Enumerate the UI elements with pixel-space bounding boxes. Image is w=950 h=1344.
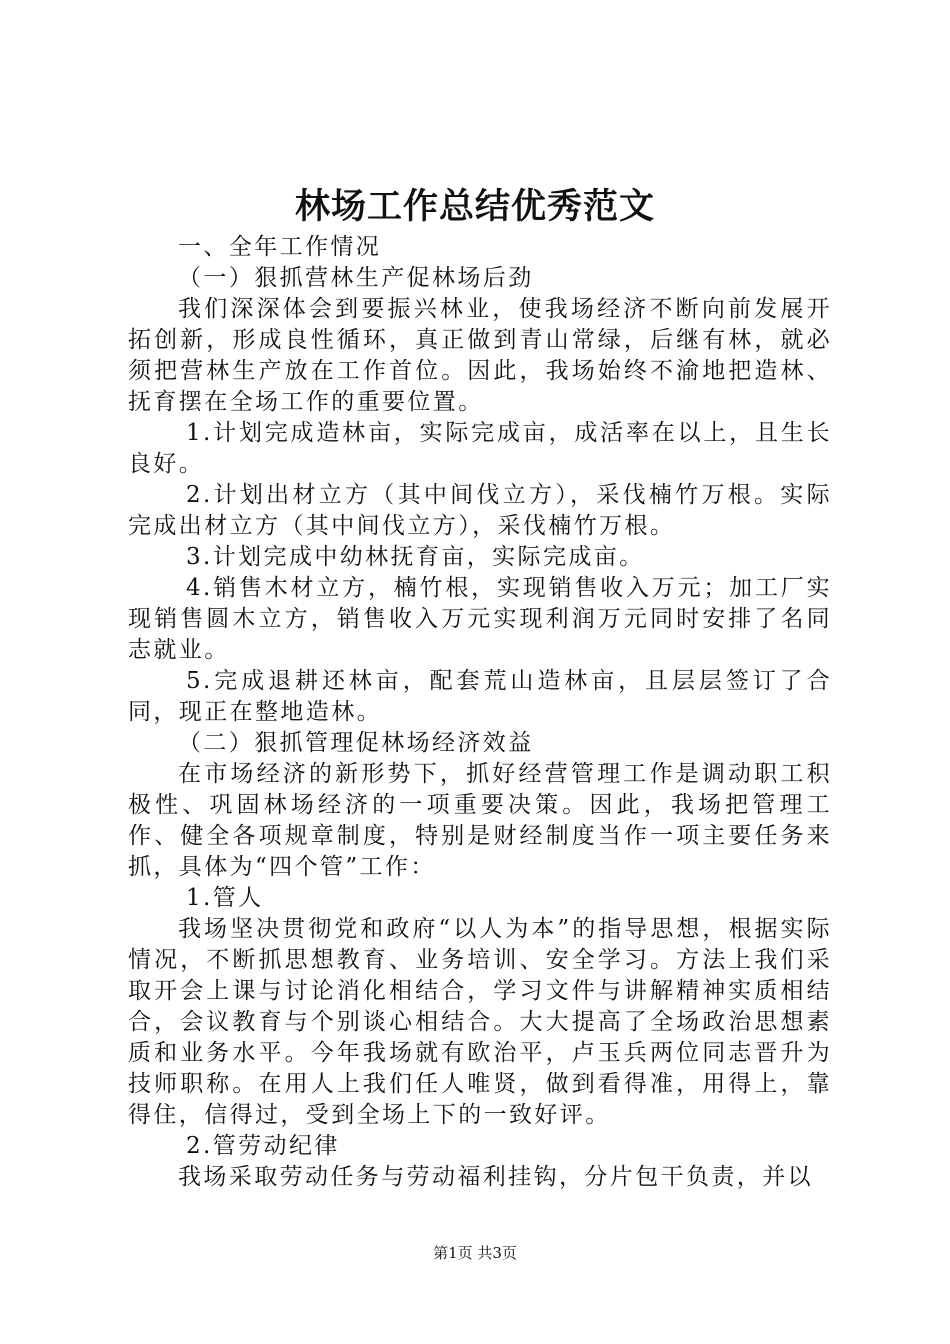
subsection-heading: （一）狠抓营林生产促林场后劲 (178, 265, 534, 291)
subsection-heading: （二）狠抓管理促林场经济效益 (178, 730, 534, 756)
paragraph: 在市场经济的新形势下，抓好经营管理工作是调动职工积极性、巩固林场经济的一项重要决策。因此，我场把管理工作、健全各项规章制度，特别是财经制度当作一项主要任务来抓，具体为“四个管”工作： (128, 761, 832, 880)
list-item: 2.计划出材立方（其中间伐立方），采伐楠竹万根。实际完成出材立方（其中间伐立方），采伐楠竹万根。 (128, 482, 832, 539)
paragraph: 我们深深体会到要振兴林业，使我场经济不断向前发展开拓创新，形成良性循环，真正做到青山常绿，后继有林，就必须把营林生产放在工作首位。因此，我场始终不渝地把造林、抚育摆在全场工作的重要位置。 (128, 296, 832, 415)
document-title: 林场工作总结优秀范文 (294, 186, 655, 227)
section-heading: 一、全年工作情况 (178, 234, 382, 260)
list-item: 5.完成退耕还林亩，配套荒山造林亩，且层层签订了合同，现正在整地造林。 (128, 668, 832, 725)
list-item-heading: 1.管人 (186, 885, 264, 911)
list-item-heading: 2.管劳动纪律 (186, 1133, 340, 1159)
paragraph: 我场采取劳动任务与劳动福利挂钩，分片包干负责，并以 (178, 1164, 813, 1190)
list-item: 1.计划完成造林亩，实际完成亩，成活率在以上，且生长良好。 (128, 420, 832, 477)
page-footer: 第1页 共3页 (433, 1244, 517, 1262)
list-item: 4.销售木材立方，楠竹根，实现销售收入万元；加工厂实现销售圆木立方，销售收入万元实现利润万元同时安排了名同志就业。 (128, 575, 832, 663)
paragraph: 我场坚决贯彻党和政府“以人为本”的指导思想，根据实际情况，不断抓思想教育、业务培训、安全学习。方法上我们采取开会上课与讨论消化相结合，学习文件与讲解精神实质相结合，会议教育与个别谈心相结合。大大提高了全场政治思想素质和业务水平。今年我场就有欧治平，卢玉兵两位同志晋升为技师职称。在用人上我们任人唯贤，做到看得准，用得上，靠得住，信得过，受到全场上下的一致好评。 (128, 916, 832, 1128)
list-item: 3.计划完成中幼林抚育亩，实际完成亩。 (186, 544, 645, 570)
document-body (128, 232, 832, 1193)
